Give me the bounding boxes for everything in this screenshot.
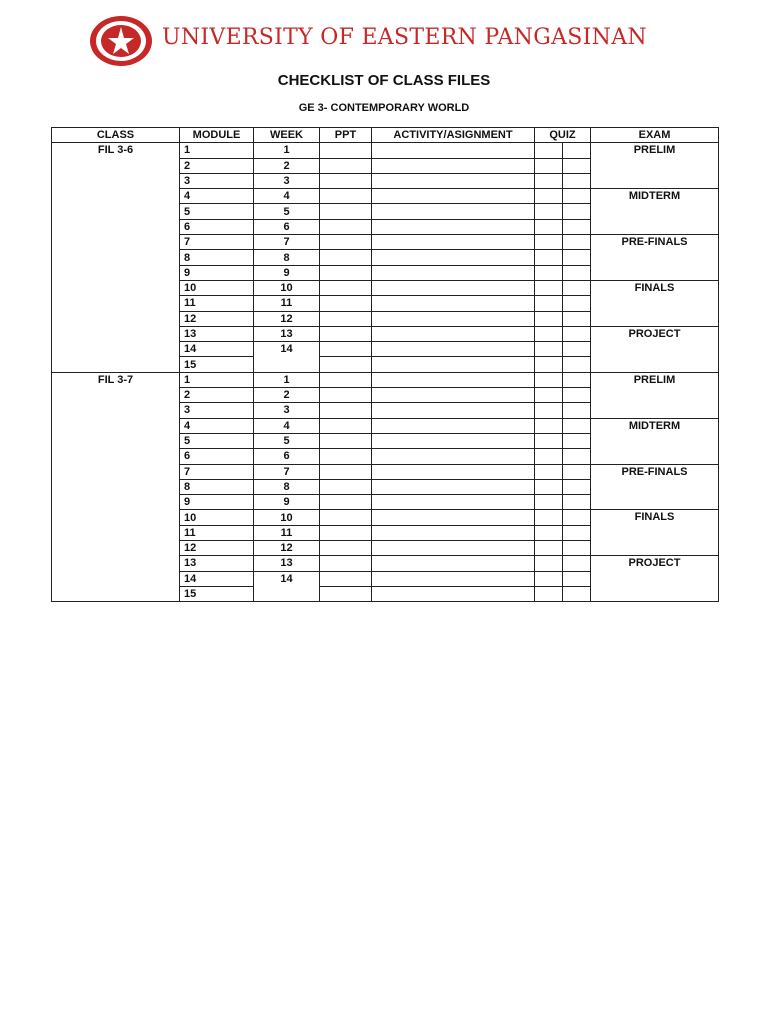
table-body xyxy=(52,143,719,602)
quiz-cell-2 xyxy=(563,143,591,158)
activity-cell xyxy=(372,525,535,540)
ppt-cell xyxy=(320,556,372,571)
ppt-cell xyxy=(320,586,372,601)
activity-cell xyxy=(372,556,535,571)
module-cell: 6 xyxy=(180,219,254,234)
week-cell: 12 xyxy=(254,311,320,326)
quiz-cell-2 xyxy=(563,296,591,311)
week-cell: 11 xyxy=(254,525,320,540)
quiz-cell xyxy=(535,280,563,295)
week-cell: 6 xyxy=(254,449,320,464)
quiz-cell xyxy=(535,586,563,601)
quiz-cell-2 xyxy=(563,204,591,219)
activity-cell xyxy=(372,433,535,448)
activity-cell xyxy=(372,173,535,188)
quiz-cell xyxy=(535,189,563,204)
quiz-cell-2 xyxy=(563,372,591,387)
university-seal-icon xyxy=(88,14,154,68)
activity-cell xyxy=(372,296,535,311)
exam-cell: MIDTERM xyxy=(591,189,719,235)
week-cell: 3 xyxy=(254,403,320,418)
module-cell: 12 xyxy=(180,311,254,326)
quiz-cell-2 xyxy=(563,219,591,234)
quiz-cell xyxy=(535,372,563,387)
ppt-cell xyxy=(320,296,372,311)
quiz-cell xyxy=(535,541,563,556)
ppt-cell xyxy=(320,495,372,510)
week-cell: 4 xyxy=(254,418,320,433)
activity-cell xyxy=(372,280,535,295)
module-cell: 4 xyxy=(180,418,254,433)
module-cell: 14 xyxy=(180,571,254,586)
activity-cell xyxy=(372,311,535,326)
week-cell: 2 xyxy=(254,388,320,403)
activity-cell xyxy=(372,158,535,173)
class-cell: FIL 3-7 xyxy=(52,372,180,601)
week-cell: 4 xyxy=(254,189,320,204)
week-cell: 14 xyxy=(254,342,320,373)
quiz-cell-2 xyxy=(563,510,591,525)
module-cell: 7 xyxy=(180,235,254,250)
quiz-cell xyxy=(535,510,563,525)
quiz-cell-2 xyxy=(563,433,591,448)
ppt-cell xyxy=(320,173,372,188)
quiz-cell-2 xyxy=(563,388,591,403)
week-cell: 1 xyxy=(254,143,320,158)
quiz-cell xyxy=(535,326,563,341)
ppt-cell xyxy=(320,342,372,357)
activity-cell xyxy=(372,189,535,204)
table-row xyxy=(52,143,719,158)
module-cell: 10 xyxy=(180,280,254,295)
module-cell: 10 xyxy=(180,510,254,525)
week-cell: 14 xyxy=(254,571,320,602)
activity-cell xyxy=(372,326,535,341)
activity-cell xyxy=(372,265,535,280)
university-name: UNIVERSITY OF EASTERN PANGASINAN xyxy=(162,25,647,50)
exam-cell: MIDTERM xyxy=(591,418,719,464)
quiz-cell xyxy=(535,495,563,510)
header-exam: EXAM xyxy=(591,128,719,143)
activity-cell xyxy=(372,357,535,372)
table-row xyxy=(52,372,719,387)
ppt-cell xyxy=(320,280,372,295)
quiz-cell-2 xyxy=(563,418,591,433)
quiz-cell xyxy=(535,250,563,265)
header-activity: ACTIVITY/ASIGNMENT xyxy=(372,128,535,143)
week-cell: 10 xyxy=(254,280,320,295)
quiz-cell-2 xyxy=(563,265,591,280)
activity-cell xyxy=(372,388,535,403)
quiz-cell-2 xyxy=(563,280,591,295)
module-cell: 7 xyxy=(180,464,254,479)
module-cell: 8 xyxy=(180,479,254,494)
activity-cell xyxy=(372,510,535,525)
activity-cell xyxy=(372,571,535,586)
activity-cell xyxy=(372,479,535,494)
quiz-cell-2 xyxy=(563,571,591,586)
ppt-cell xyxy=(320,433,372,448)
header-class: CLASS xyxy=(52,128,180,143)
week-cell: 10 xyxy=(254,510,320,525)
ppt-cell xyxy=(320,357,372,372)
activity-cell xyxy=(372,204,535,219)
ppt-cell xyxy=(320,219,372,234)
exam-cell: PRELIM xyxy=(591,143,719,189)
module-cell: 13 xyxy=(180,556,254,571)
module-cell: 5 xyxy=(180,204,254,219)
quiz-cell-2 xyxy=(563,449,591,464)
ppt-cell xyxy=(320,311,372,326)
quiz-cell-2 xyxy=(563,541,591,556)
activity-cell xyxy=(372,235,535,250)
quiz-cell xyxy=(535,219,563,234)
quiz-cell-2 xyxy=(563,556,591,571)
module-cell: 8 xyxy=(180,250,254,265)
header-module: MODULE xyxy=(180,128,254,143)
quiz-cell-2 xyxy=(563,586,591,601)
quiz-cell xyxy=(535,388,563,403)
exam-cell: PROJECT xyxy=(591,556,719,602)
week-cell: 7 xyxy=(254,464,320,479)
ppt-cell xyxy=(320,571,372,586)
activity-cell xyxy=(372,342,535,357)
quiz-cell xyxy=(535,235,563,250)
table-header-row xyxy=(52,128,719,143)
week-cell: 8 xyxy=(254,479,320,494)
quiz-cell-2 xyxy=(563,173,591,188)
week-cell: 3 xyxy=(254,173,320,188)
quiz-cell xyxy=(535,204,563,219)
activity-cell xyxy=(372,403,535,418)
module-cell: 6 xyxy=(180,449,254,464)
module-cell: 14 xyxy=(180,342,254,357)
week-cell: 5 xyxy=(254,204,320,219)
quiz-cell xyxy=(535,433,563,448)
week-cell: 9 xyxy=(254,495,320,510)
module-cell: 15 xyxy=(180,586,254,601)
module-cell: 4 xyxy=(180,189,254,204)
module-cell: 1 xyxy=(180,372,254,387)
quiz-cell xyxy=(535,158,563,173)
ppt-cell xyxy=(320,479,372,494)
header-quiz: QUIZ xyxy=(535,128,591,143)
class-cell: FIL 3-6 xyxy=(52,143,180,372)
activity-cell xyxy=(372,586,535,601)
quiz-cell xyxy=(535,464,563,479)
quiz-cell xyxy=(535,571,563,586)
quiz-cell-2 xyxy=(563,495,591,510)
activity-cell xyxy=(372,372,535,387)
quiz-cell-2 xyxy=(563,250,591,265)
module-cell: 1 xyxy=(180,143,254,158)
exam-cell: PRE-FINALS xyxy=(591,464,719,510)
ppt-cell xyxy=(320,418,372,433)
ppt-cell xyxy=(320,372,372,387)
quiz-cell xyxy=(535,403,563,418)
week-cell: 1 xyxy=(254,372,320,387)
activity-cell xyxy=(372,495,535,510)
week-cell: 2 xyxy=(254,158,320,173)
week-cell: 8 xyxy=(254,250,320,265)
ppt-cell xyxy=(320,326,372,341)
module-cell: 3 xyxy=(180,173,254,188)
module-cell: 9 xyxy=(180,265,254,280)
ppt-cell xyxy=(320,525,372,540)
quiz-cell xyxy=(535,265,563,280)
document-subtitle: GE 3- CONTEMPORARY WORLD xyxy=(298,102,470,114)
week-cell: 12 xyxy=(254,541,320,556)
exam-cell: FINALS xyxy=(591,280,719,326)
ppt-cell xyxy=(320,388,372,403)
quiz-cell xyxy=(535,525,563,540)
week-cell: 13 xyxy=(254,556,320,571)
document-title: CHECKLIST OF CLASS FILES xyxy=(277,72,491,89)
activity-cell xyxy=(372,541,535,556)
ppt-cell xyxy=(320,143,372,158)
ppt-cell xyxy=(320,250,372,265)
activity-cell xyxy=(372,449,535,464)
ppt-cell xyxy=(320,449,372,464)
ppt-cell xyxy=(320,204,372,219)
ppt-cell xyxy=(320,541,372,556)
quiz-cell-2 xyxy=(563,235,591,250)
quiz-cell-2 xyxy=(563,189,591,204)
exam-cell: PROJECT xyxy=(591,326,719,372)
exam-cell: PRE-FINALS xyxy=(591,235,719,281)
ppt-cell xyxy=(320,158,372,173)
module-cell: 3 xyxy=(180,403,254,418)
module-cell: 5 xyxy=(180,433,254,448)
quiz-cell xyxy=(535,479,563,494)
ppt-cell xyxy=(320,265,372,280)
quiz-cell xyxy=(535,418,563,433)
header-week: WEEK xyxy=(254,128,320,143)
quiz-cell-2 xyxy=(563,403,591,418)
ppt-cell xyxy=(320,403,372,418)
quiz-cell-2 xyxy=(563,357,591,372)
week-cell: 6 xyxy=(254,219,320,234)
ppt-cell xyxy=(320,464,372,479)
quiz-cell-2 xyxy=(563,158,591,173)
ppt-cell xyxy=(320,235,372,250)
module-cell: 12 xyxy=(180,541,254,556)
quiz-cell-2 xyxy=(563,464,591,479)
quiz-cell xyxy=(535,342,563,357)
checklist-table xyxy=(51,127,719,602)
quiz-cell-2 xyxy=(563,479,591,494)
university-header xyxy=(88,14,698,70)
activity-cell xyxy=(372,418,535,433)
quiz-cell-2 xyxy=(563,326,591,341)
activity-cell xyxy=(372,219,535,234)
header-ppt: PPT xyxy=(320,128,372,143)
module-cell: 11 xyxy=(180,296,254,311)
module-cell: 11 xyxy=(180,525,254,540)
quiz-cell xyxy=(535,449,563,464)
quiz-cell-2 xyxy=(563,311,591,326)
module-cell: 9 xyxy=(180,495,254,510)
ppt-cell xyxy=(320,510,372,525)
week-cell: 7 xyxy=(254,235,320,250)
activity-cell xyxy=(372,250,535,265)
quiz-cell xyxy=(535,173,563,188)
module-cell: 13 xyxy=(180,326,254,341)
quiz-cell xyxy=(535,556,563,571)
week-cell: 9 xyxy=(254,265,320,280)
activity-cell xyxy=(372,143,535,158)
module-cell: 15 xyxy=(180,357,254,372)
week-cell: 13 xyxy=(254,326,320,341)
week-cell: 5 xyxy=(254,433,320,448)
exam-cell: PRELIM xyxy=(591,372,719,418)
exam-cell: FINALS xyxy=(591,510,719,556)
week-cell: 11 xyxy=(254,296,320,311)
quiz-cell xyxy=(535,296,563,311)
quiz-cell xyxy=(535,357,563,372)
activity-cell xyxy=(372,464,535,479)
quiz-cell-2 xyxy=(563,342,591,357)
quiz-cell xyxy=(535,311,563,326)
module-cell: 2 xyxy=(180,158,254,173)
quiz-cell xyxy=(535,143,563,158)
quiz-cell-2 xyxy=(563,525,591,540)
ppt-cell xyxy=(320,189,372,204)
module-cell: 2 xyxy=(180,388,254,403)
